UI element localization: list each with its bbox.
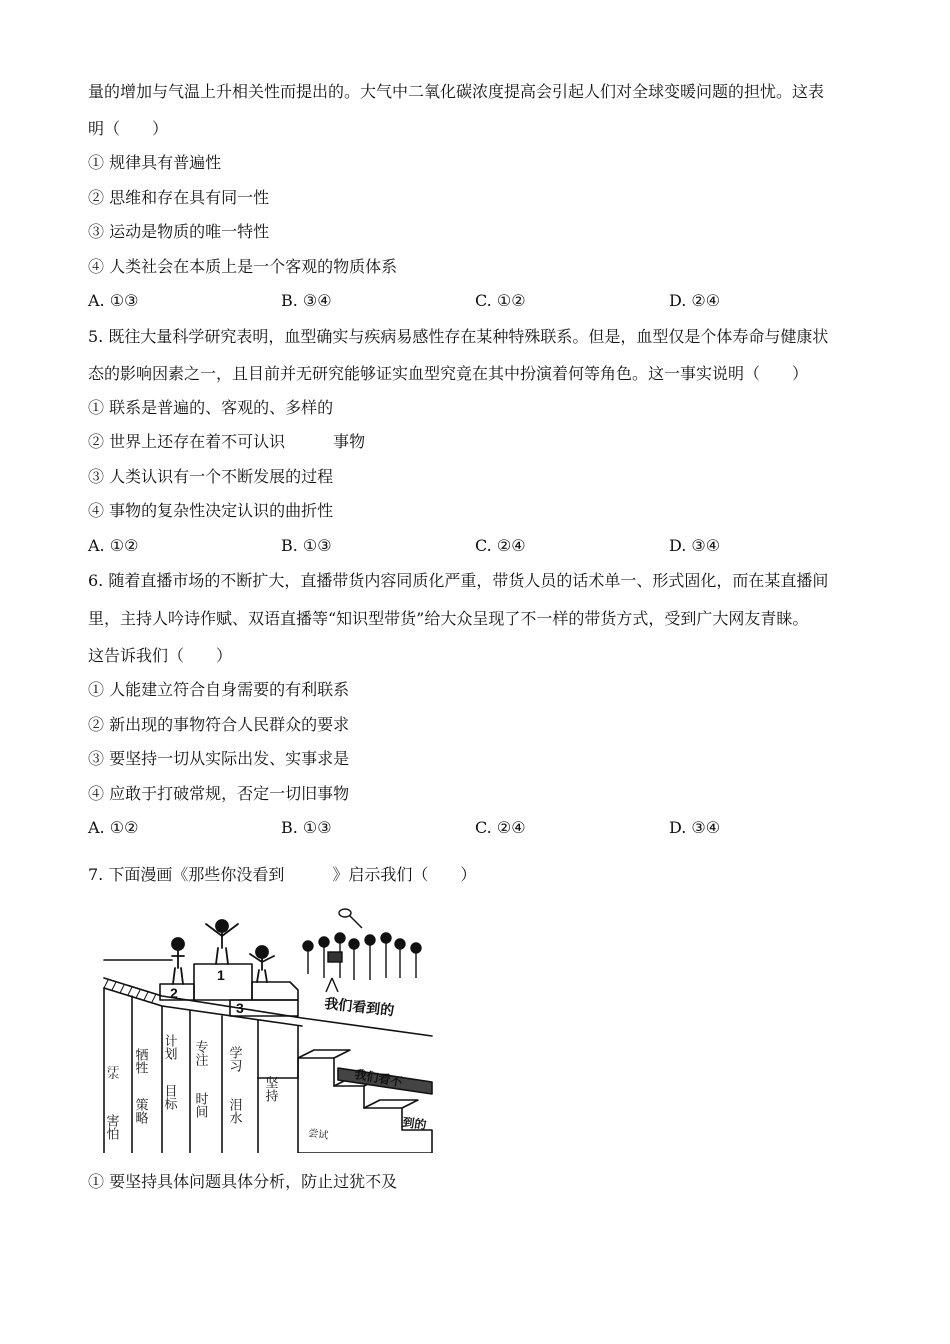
crowd-head-6 xyxy=(381,933,391,943)
q7-item-1: ① 要坚持具体问题具体分析，防止过犹不及 xyxy=(88,1172,398,1191)
crowd-head-4 xyxy=(349,939,359,949)
word-study: 学习 xyxy=(226,1046,242,1072)
word-sacrifice: 牺牲 xyxy=(132,1048,148,1074)
q5-option-d[interactable]: D. ③④ xyxy=(669,536,721,555)
crowd-head-7 xyxy=(395,939,405,949)
q5-item-2-part-b: 事物 xyxy=(333,432,366,451)
word-try: 尝试 xyxy=(307,1128,329,1142)
q5-item-1: ① 联系是普遍的、客观的、多样的 xyxy=(88,398,334,417)
camera-icon xyxy=(328,952,342,962)
crowd-head-3 xyxy=(335,933,345,943)
caption-seen: 我们看到的 xyxy=(323,996,395,1020)
word-goal: 目标 xyxy=(161,1084,177,1110)
q5-stem-line-1: 5. 既往大量科学研究表明，血型确实与疾病易感性存在某种特殊联系。但是，血型仅是个体寿命与健康状 xyxy=(88,327,829,346)
q6-option-b[interactable]: B. ①③ xyxy=(281,818,332,837)
word-fear: 害怕 xyxy=(103,1114,119,1140)
q4-option-a[interactable]: A. ①③ xyxy=(88,291,139,310)
crowd-head-8 xyxy=(411,943,421,953)
crowd-head-1 xyxy=(303,941,313,951)
word-strategy: 策略 xyxy=(132,1098,148,1124)
wall-top-edge-inner xyxy=(104,988,302,1026)
word-plan: 计划 xyxy=(161,1034,177,1060)
q5-option-a[interactable]: A. ①② xyxy=(88,536,139,555)
q4-stem-line-1: 量的增加与气温上升相关性而提出的。大气中二氧化碳浓度提高会引起人们对全球变暖问题的担忧。这表 xyxy=(88,82,825,101)
q6-option-d[interactable]: D. ③④ xyxy=(669,818,721,837)
figure-1-head xyxy=(216,920,228,932)
q6-item-3: ③ 要坚持一切从实际出发、实事求是 xyxy=(88,749,350,768)
q7-stem-part-b: 》启示我们（ ） xyxy=(332,865,477,884)
q6-option-c[interactable]: C. ②④ xyxy=(475,818,526,837)
q4-option-d[interactable]: D. ②④ xyxy=(669,291,721,310)
q7-stem-part-a: 7. 下面漫画《那些你没看到 xyxy=(88,865,285,884)
crowd-group xyxy=(303,909,421,992)
q4-item-1: ① 规律具有普遍性 xyxy=(88,153,222,172)
comic-illustration xyxy=(102,908,437,1153)
word-tears: 泪水 xyxy=(226,1098,242,1124)
q6-item-1: ① 人能建立符合自身需要的有利联系 xyxy=(88,680,350,699)
word-sweat-1: 汗水 xyxy=(103,1066,119,1092)
podium-number-3: 3 xyxy=(236,1000,244,1016)
caption-unseen-line-1: 我们看不 xyxy=(353,1067,404,1090)
q5-item-2-part-a: ② 世界上还存在着不可认识 xyxy=(88,432,286,451)
q5-item-4: ④ 事物的复杂性决定认识的曲折性 xyxy=(88,501,334,520)
figure-3-head xyxy=(256,946,268,958)
q6-option-a[interactable]: A. ①② xyxy=(88,818,139,837)
q7-stem xyxy=(88,865,476,885)
crowd-head-5 xyxy=(365,935,375,945)
podium-number-1: 1 xyxy=(217,967,225,983)
tripod-icon xyxy=(326,978,338,992)
q4-option-c[interactable]: C. ①② xyxy=(475,291,526,310)
boom-mic-pole xyxy=(348,914,362,928)
figure-2-head xyxy=(172,938,184,950)
q4-item-4: ④ 人类社会在本质上是一个客观的物质体系 xyxy=(88,257,398,276)
stair-top-1 xyxy=(298,1050,350,1058)
word-focus: 专注 xyxy=(192,1040,208,1066)
crowd-head-2 xyxy=(319,937,329,947)
q5-option-b[interactable]: B. ①③ xyxy=(281,536,332,555)
q6-item-4: ④ 应敢于打破常规，否定一切旧事物 xyxy=(88,784,350,803)
figure-3-body xyxy=(250,954,274,982)
q5-item-2 xyxy=(88,432,365,452)
q6-stem-line-3: 这告诉我们（ ） xyxy=(88,646,233,665)
q5-item-3: ③ 人类认识有一个不断发展的过程 xyxy=(88,467,334,486)
q6-item-2: ② 新出现的事物符合人民群众的要求 xyxy=(88,715,350,734)
q6-stem-line-1: 6. 随着直播市场的不断扩大，直播带货内容同质化严重，带货人员的话术单一、形式固化，而在某直播间 xyxy=(88,571,829,590)
podium-number-2: 2 xyxy=(170,985,178,1001)
figure-2-body xyxy=(172,950,184,984)
q5-option-c[interactable]: C. ②④ xyxy=(475,536,526,555)
q6-stem-line-2: 里，主持人吟诗作赋、双语直播等“知识型带货”给大众呈现了不一样的带货方式，受到广大网友青睐。 xyxy=(88,609,809,628)
stair-top-3 xyxy=(364,1100,418,1108)
boom-mic-icon xyxy=(339,909,351,917)
q4-item-3: ③ 运动是物质的唯一特性 xyxy=(88,222,270,241)
caption-unseen-line-2: 到的 xyxy=(401,1115,428,1133)
word-time: 时间 xyxy=(192,1092,208,1118)
q4-item-2: ② 思维和存在具有同一性 xyxy=(88,188,270,207)
podium-block-3 xyxy=(252,982,298,1000)
word-persist: 坚持 xyxy=(262,1076,278,1102)
q5-stem-line-2: 态的影响因素之一，且目前并无研究能够证实血型究竟在其中扮演着何等角色。这一事实说明（ ） xyxy=(88,364,809,383)
q4-stem-line-2: 明（ ） xyxy=(88,119,169,138)
q4-option-b[interactable]: B. ③④ xyxy=(281,291,332,310)
